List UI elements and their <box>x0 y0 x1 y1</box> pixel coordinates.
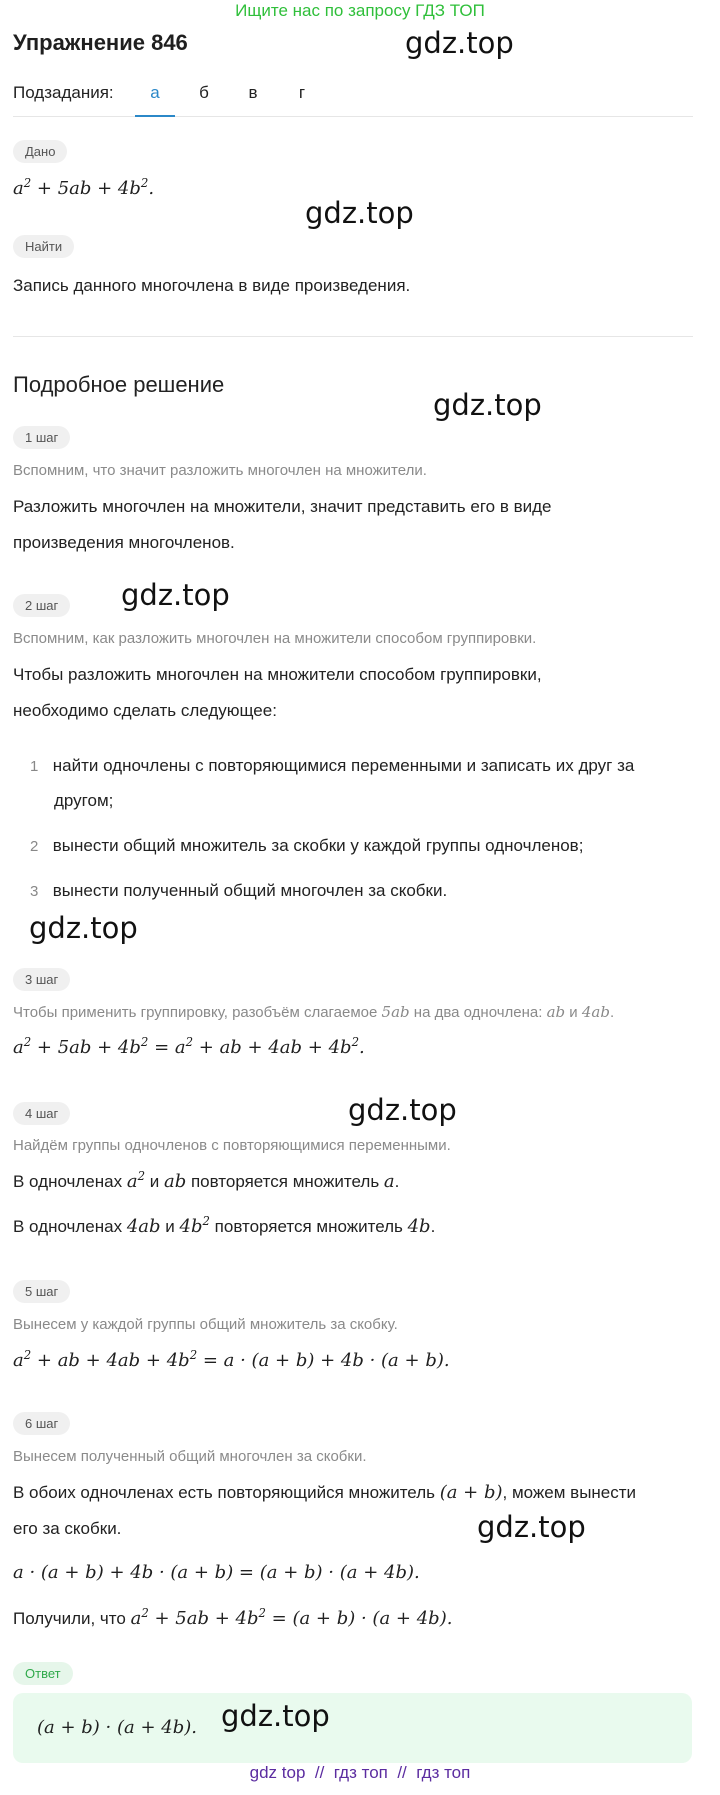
step-1-text-line2: произведения многочленов. <box>13 533 235 552</box>
text: повторяется множитель <box>186 1172 384 1191</box>
text: . <box>394 1172 400 1191</box>
step-4-hint: Найдём группы одночленов с повторяющимися переменными. <box>13 1137 451 1154</box>
step-4-badge: 4 шаг <box>13 1102 70 1125</box>
text: В одночленах <box>13 1217 127 1236</box>
step-6-expression: a · (a + b) + 4b · (a + b) = (a + b) · (a + 4b). <box>13 1562 420 1583</box>
watermark: gdz.top <box>221 1699 330 1733</box>
step-1-text-line1: Разложить многочлен на множители, значит представить его в виде <box>13 497 552 516</box>
footer-links[interactable] <box>0 1763 720 1783</box>
answer-expression: (a + b) · (a + 4b). <box>37 1717 197 1738</box>
step-1-badge: 1 шаг <box>13 426 70 449</box>
subtasks-label: Подзадания: <box>13 83 114 102</box>
tab-b[interactable]: б <box>199 83 209 102</box>
watermark: gdz.top <box>29 911 138 945</box>
math: $a^2$ <box>126 1169 146 1192</box>
step-6-badge: 6 шаг <box>13 1412 70 1435</box>
math: $4b^2$ <box>179 1214 210 1237</box>
step-3-badge: 3 шаг <box>13 968 70 991</box>
list-number: 1 <box>30 758 39 775</box>
step-6-result <box>13 1607 452 1631</box>
list-item-text: найти одночлены с повторяющимися переменными и записать их друг за <box>52 756 635 775</box>
answer-badge: Ответ <box>13 1662 73 1685</box>
step-3-expression: $a^2 + 5ab + 4b^2 = a^2$ + ab + $4ab + 4b^2$. <box>13 1035 365 1058</box>
solution-title: Подробное решение <box>13 372 225 397</box>
step-2-text-line1: Чтобы разложить многочлен на множители способом группировки, <box>13 665 542 684</box>
math: 4b <box>407 1216 431 1237</box>
text: повторяется множитель <box>209 1217 408 1236</box>
step-4-line2 <box>13 1215 435 1239</box>
hint-math: 4ab <box>581 1003 610 1021</box>
text: , можем вынести <box>502 1483 637 1502</box>
text: В обоих одночленах есть повторяющийся множитель <box>13 1483 440 1502</box>
watermark: gdz.top <box>121 578 230 612</box>
math: a <box>383 1171 395 1192</box>
promo-banner: Ищите нас по запросу ГДЗ ТОП <box>235 1 485 20</box>
given-expression: $a^2 + 5ab + 4b^2$. <box>13 176 155 199</box>
footer-text[interactable]: gdz top // гдз топ // гдз топ <box>249 1763 471 1782</box>
step-5-badge: 5 шаг <box>13 1280 70 1303</box>
math: ab <box>163 1171 187 1192</box>
list-item-continuation: другом; <box>54 791 114 810</box>
step-4-line1 <box>13 1170 399 1194</box>
list-item <box>30 879 447 904</box>
step-6-hint: Вынесем полученный общий многочлен за скобки. <box>13 1448 367 1465</box>
list-item <box>30 834 583 859</box>
watermark: gdz.top <box>405 26 514 60</box>
list-number: 3 <box>30 883 39 900</box>
step-2-hint: Вспомним, как разложить многочлен на множители способом группировки. <box>13 630 537 647</box>
step-6-line1 <box>13 1481 636 1505</box>
watermark: gdz.top <box>305 196 414 230</box>
watermark: gdz.top <box>477 1510 586 1544</box>
hint-text: . <box>609 1004 615 1021</box>
math: (a + b) <box>439 1482 503 1503</box>
watermark: gdz.top <box>348 1093 457 1127</box>
tab-v[interactable]: в <box>248 83 258 102</box>
subtasks-bar <box>13 83 693 117</box>
list-item-text: вынести общий множитель за скобки у каждой группы одночленов; <box>52 836 584 855</box>
page-title: Упражнение 846 <box>13 30 188 55</box>
hint-math: ab <box>546 1003 566 1021</box>
list-item <box>30 754 634 779</box>
watermark: gdz.top <box>433 388 542 422</box>
step-1-hint: Вспомним, что значит разложить многочлен на множители. <box>13 462 427 479</box>
answer-box <box>13 1693 692 1763</box>
divider <box>13 336 693 337</box>
find-badge: Найти <box>13 235 74 258</box>
text: и <box>160 1217 180 1236</box>
list-item-text: вынести полученный общий многочлен за скобки. <box>52 881 448 900</box>
hint-text: и <box>565 1004 582 1021</box>
step-6-line2: его за скобки. <box>13 1519 122 1538</box>
find-text: Запись данного многочлена в виде произведения. <box>13 276 411 295</box>
tab-a[interactable]: а <box>135 83 175 117</box>
math: 4ab <box>126 1216 161 1237</box>
hint-math: 5ab <box>381 1003 410 1021</box>
tab-g[interactable]: г <box>298 83 306 102</box>
math: $a^2 + 5ab + 4b^2 = (a + b) \cdot (a + 4b)$. <box>130 1606 453 1629</box>
given-badge: Дано <box>13 140 67 163</box>
text: и <box>145 1172 164 1191</box>
step-2-text-line2: необходимо сделать следующее: <box>13 701 277 720</box>
hint-text: на два одночлена: <box>409 1004 547 1021</box>
hint-text: Чтобы применить группировку, разобъём слагаемое <box>13 1004 382 1021</box>
step-2-badge: 2 шаг <box>13 594 70 617</box>
text: . <box>430 1217 436 1236</box>
list-number: 2 <box>30 838 39 855</box>
text: В одночленах <box>13 1172 127 1191</box>
step-3-hint <box>13 1003 614 1021</box>
text: Получили, что <box>13 1609 131 1628</box>
step-5-hint: Вынесем у каждой группы общий множитель за скобку. <box>13 1316 398 1333</box>
step-5-expression: $a^2$ + ab + $4ab + 4b^2 = a \cdot (a + b) + 4b \cdot (a + b)$. <box>13 1348 450 1371</box>
